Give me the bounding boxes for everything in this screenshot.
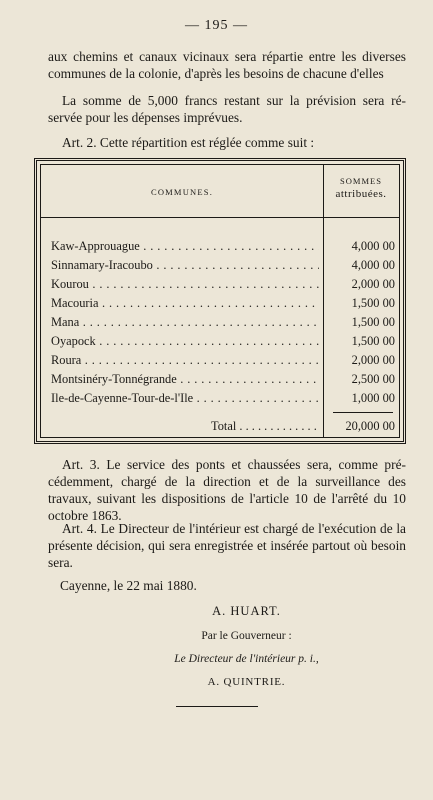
commune-name: Ile-de-Cayenne-Tour-de-l'Ile . . . (51, 391, 319, 406)
commune-amount: 2,000 00 (351, 277, 395, 291)
table-rows (41, 239, 399, 410)
commune-name: Kourou . . . (51, 277, 319, 292)
dateline: Cayenne, le 22 mai 1880. (60, 578, 197, 593)
table-row (41, 353, 399, 372)
commune-name: Kaw-Approuague . . . (51, 239, 319, 254)
article-3 (48, 456, 406, 524)
end-rule (176, 706, 258, 707)
commune-name: Mana . . . (51, 315, 319, 330)
commune-amount: 4,000 00 (351, 239, 395, 253)
article-2 (48, 134, 406, 151)
paragraph-continuation: aux chemins et canaux vicinaux sera répartie entre les diverses communes de la colonie, d'après les besoins de chacune d'elles (48, 49, 406, 81)
commune-name: Roura . . . (51, 353, 319, 368)
table-row (41, 277, 399, 296)
header-communes: COMMUNES. (150, 187, 214, 197)
commune-name: Sinnamary-Iracoubo . . . (51, 258, 319, 273)
header-sommes (323, 175, 399, 201)
commune-amount: 1,000 00 (351, 391, 395, 405)
allocation-table-inner (40, 164, 400, 438)
header-sommes-subtitle: attribuées. (335, 188, 387, 200)
table-row (41, 258, 399, 277)
table-row (41, 296, 399, 315)
paragraph-reserve-line2: servée pour les dépenses imprévues. (48, 110, 243, 125)
commune-name: Macouria . . . (51, 296, 319, 311)
total-row (41, 419, 399, 438)
total-label: Total . . . (211, 419, 319, 434)
table-row (41, 391, 399, 410)
signatory-name: A. HUART. (212, 604, 281, 618)
commune-amount: 2,000 00 (351, 353, 395, 367)
total-rule (333, 412, 393, 413)
table-row (41, 334, 399, 353)
page-number: — 195 — (185, 18, 248, 33)
second-signatory-name: A. QUINTRIE. (207, 676, 286, 688)
article-2-text: Art. 2. Cette répartition est réglée comme suit : (62, 135, 315, 150)
by-governor: Par le Gouverneur : (201, 630, 292, 642)
signatory-role: Le Directeur de l'intérieur p. i., (174, 653, 319, 665)
paragraph-reserve-line1: La somme de 5,000 francs restant sur la prévision sera ré- (62, 93, 406, 108)
commune-name: Oyapock . . . (51, 334, 319, 349)
article-3-line1: Art. 3. Le service des ponts et chaussées sera, comme pré- (62, 457, 406, 472)
commune-amount: 1,500 00 (351, 296, 395, 310)
commune-amount: 2,500 00 (351, 372, 395, 386)
header-rule (41, 217, 399, 218)
article-4-rest: de la présente décision, qui sera enregistrée et insérée partout où besoin sera. (48, 521, 406, 570)
allocation-table (34, 158, 406, 444)
table-row (41, 315, 399, 334)
paragraph-reserve (48, 92, 406, 126)
article-3-rest: cédemment, chargé de la direction et de la surveillance des travaux, suivant les dispositions de l'article 10 de l'arrêté du 10 octobre 1863. (48, 474, 406, 523)
commune-name: Montsinéry-Tonnégrande . . . (51, 372, 319, 387)
table-row (41, 372, 399, 391)
article-4-line1: Art. 4. Le Directeur de l'intérieur est chargé de l'exécution (62, 521, 377, 536)
header-sommes-title: SOMMES (340, 176, 382, 186)
commune-amount: 1,500 00 (351, 334, 395, 348)
table-row (41, 239, 399, 258)
commune-amount: 1,500 00 (351, 315, 395, 329)
article-4 (48, 520, 406, 571)
total-amount: 20,000 00 (345, 419, 395, 433)
commune-amount: 4,000 00 (351, 258, 395, 272)
